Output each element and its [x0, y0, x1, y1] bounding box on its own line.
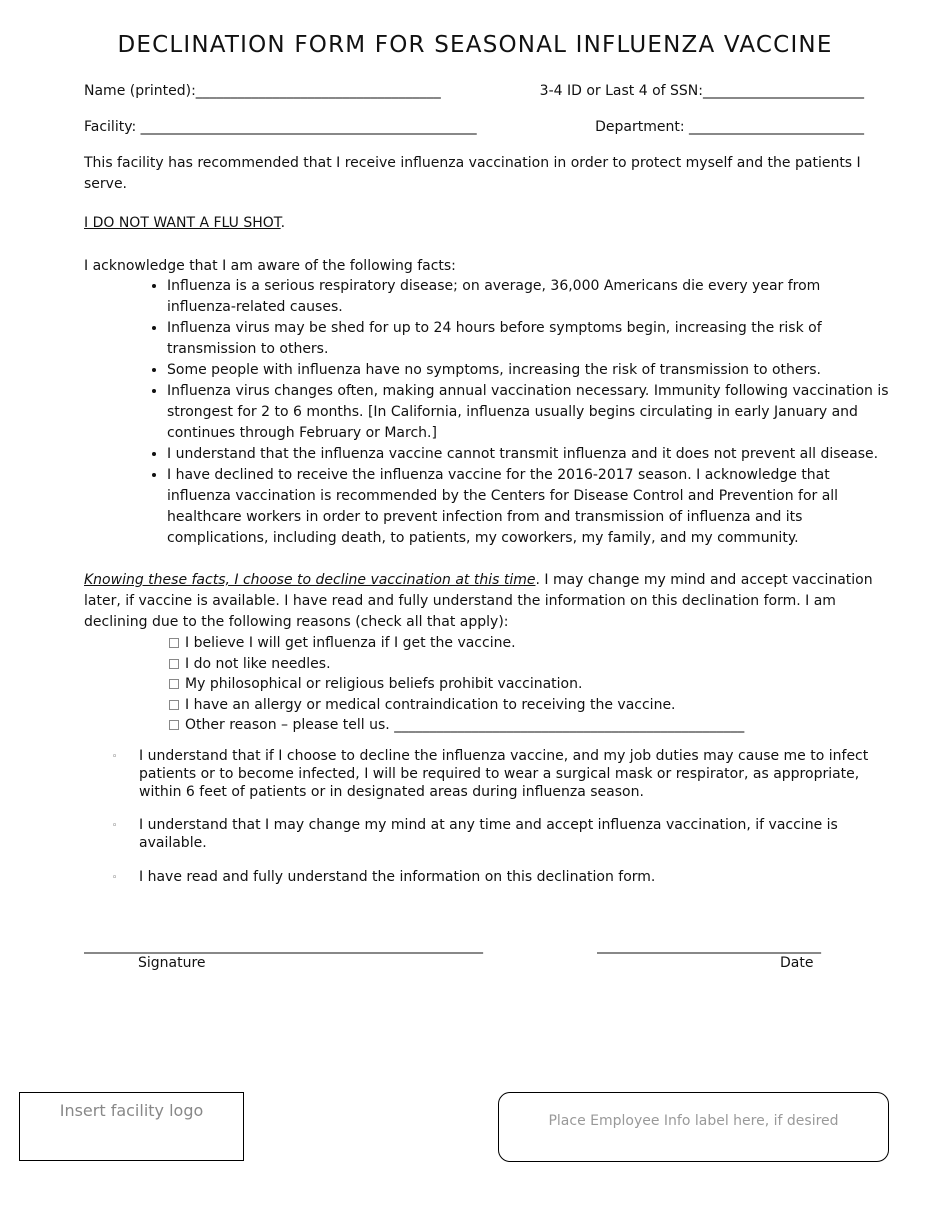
fact-item: • Influenza virus changes often, making annual vaccination necessary. Immunity following vaccination is strongest for 2 to 6 months. [In California, influenza usually begins circulating in early January and continues through February or March.]	[167, 381, 889, 444]
circle-bullet-icon: ◦	[112, 821, 118, 831]
id-field[interactable]: 3-4 ID or Last 4 of SSN:_______________________	[539, 83, 864, 99]
facility-logo-placeholder: Insert facility logo	[19, 1092, 244, 1161]
name-field[interactable]: Name (printed):___________________________________	[84, 83, 441, 99]
checkbox[interactable]	[169, 700, 179, 710]
date-line[interactable]: ________________________________	[597, 938, 821, 954]
department-field[interactable]: Department: _________________________	[595, 119, 864, 135]
checkbox[interactable]	[169, 679, 179, 689]
reason-checkbox-item[interactable]: I believe I will get influenza if I get the vaccine.	[169, 633, 869, 654]
fact-item: • Influenza virus may be shed for up to 24 hours before symptoms begin, increasing the risk of transmission to others.	[167, 318, 889, 360]
facility-field[interactable]: Facility: ________________________________________________	[84, 119, 477, 135]
reason-checkbox-item[interactable]: I have an allergy or medical contraindication to receiving the vaccine.	[169, 695, 869, 716]
form-title: DECLINATION FORM FOR SEASONAL INFLUENZA VACCINE	[117, 32, 833, 58]
employee-label-placeholder: Place Employee Info label here, if desired	[498, 1092, 889, 1162]
checkbox[interactable]	[169, 638, 179, 648]
facility-department-row	[84, 119, 864, 135]
fact-item: • I have declined to receive the influenza vaccine for the 2016-2017 season. I acknowledge that influenza vaccination is recommended by the Centers for Disease Control and Prevention for all healthcare workers in order to prevent infection from and transmission of influenza and its complications, including death, to patients, my coworkers, my family, and my community.	[167, 465, 889, 549]
signature-line[interactable]: _________________________________________________________	[84, 938, 483, 954]
statement-item: ◦ I understand that I may change my mind at any time and accept influenza vaccination, if vaccine is available.	[112, 817, 838, 851]
checkbox[interactable]	[169, 720, 179, 730]
reason-checkbox-item[interactable]: Other reason – please tell us. __________________________________________________	[169, 715, 869, 736]
fact-item: • Influenza is a serious respiratory disease; on average, 36,000 Americans die every year from influenza-related causes.	[167, 276, 889, 318]
checkbox[interactable]	[169, 659, 179, 669]
reason-checkbox-item[interactable]: My philosophical or religious beliefs prohibit vaccination.	[169, 674, 869, 695]
signature-label: Signature	[138, 955, 206, 971]
reasons-checklist	[169, 633, 869, 736]
circle-bullet-icon: ◦	[112, 873, 118, 883]
statement-item: ◦ I have read and fully understand the information on this declination form.	[112, 869, 656, 885]
no-shot-heading: I DO NOT WANT A FLU SHOT.	[84, 215, 286, 231]
fact-item: • I understand that the influenza vaccine cannot transmit influenza and it does not prevent all disease.	[167, 444, 889, 465]
fact-item: • Some people with influenza have no symptoms, increasing the risk of transmission to others.	[167, 360, 889, 381]
circle-bullet-icon: ◦	[112, 752, 118, 762]
acknowledge-text: I acknowledge that I am aware of the following facts:	[84, 258, 456, 274]
date-label: Date	[780, 955, 814, 971]
reason-checkbox-item[interactable]: I do not like needles.	[169, 654, 869, 675]
name-id-row	[84, 83, 864, 99]
decline-paragraph: Knowing these facts, I choose to decline vaccination at this time. I may change my mind and accept vaccination later, if vaccine is available. I have read and fully understand the information on this declination form. I am declining due to the following reasons (check all that apply):	[84, 572, 873, 630]
intro-paragraph: This facility has recommended that I receive influenza vaccination in order to protect myself and the patients I serve.	[84, 155, 861, 192]
statement-item: ◦ I understand that if I choose to decline the influenza vaccine, and my job duties may cause me to infect patients or to become infected, I will be required to wear a surgical mask or respirator, as appropriate, within 6 feet of patients or in designated areas during influenza season.	[112, 748, 869, 800]
facts-list	[140, 276, 889, 549]
